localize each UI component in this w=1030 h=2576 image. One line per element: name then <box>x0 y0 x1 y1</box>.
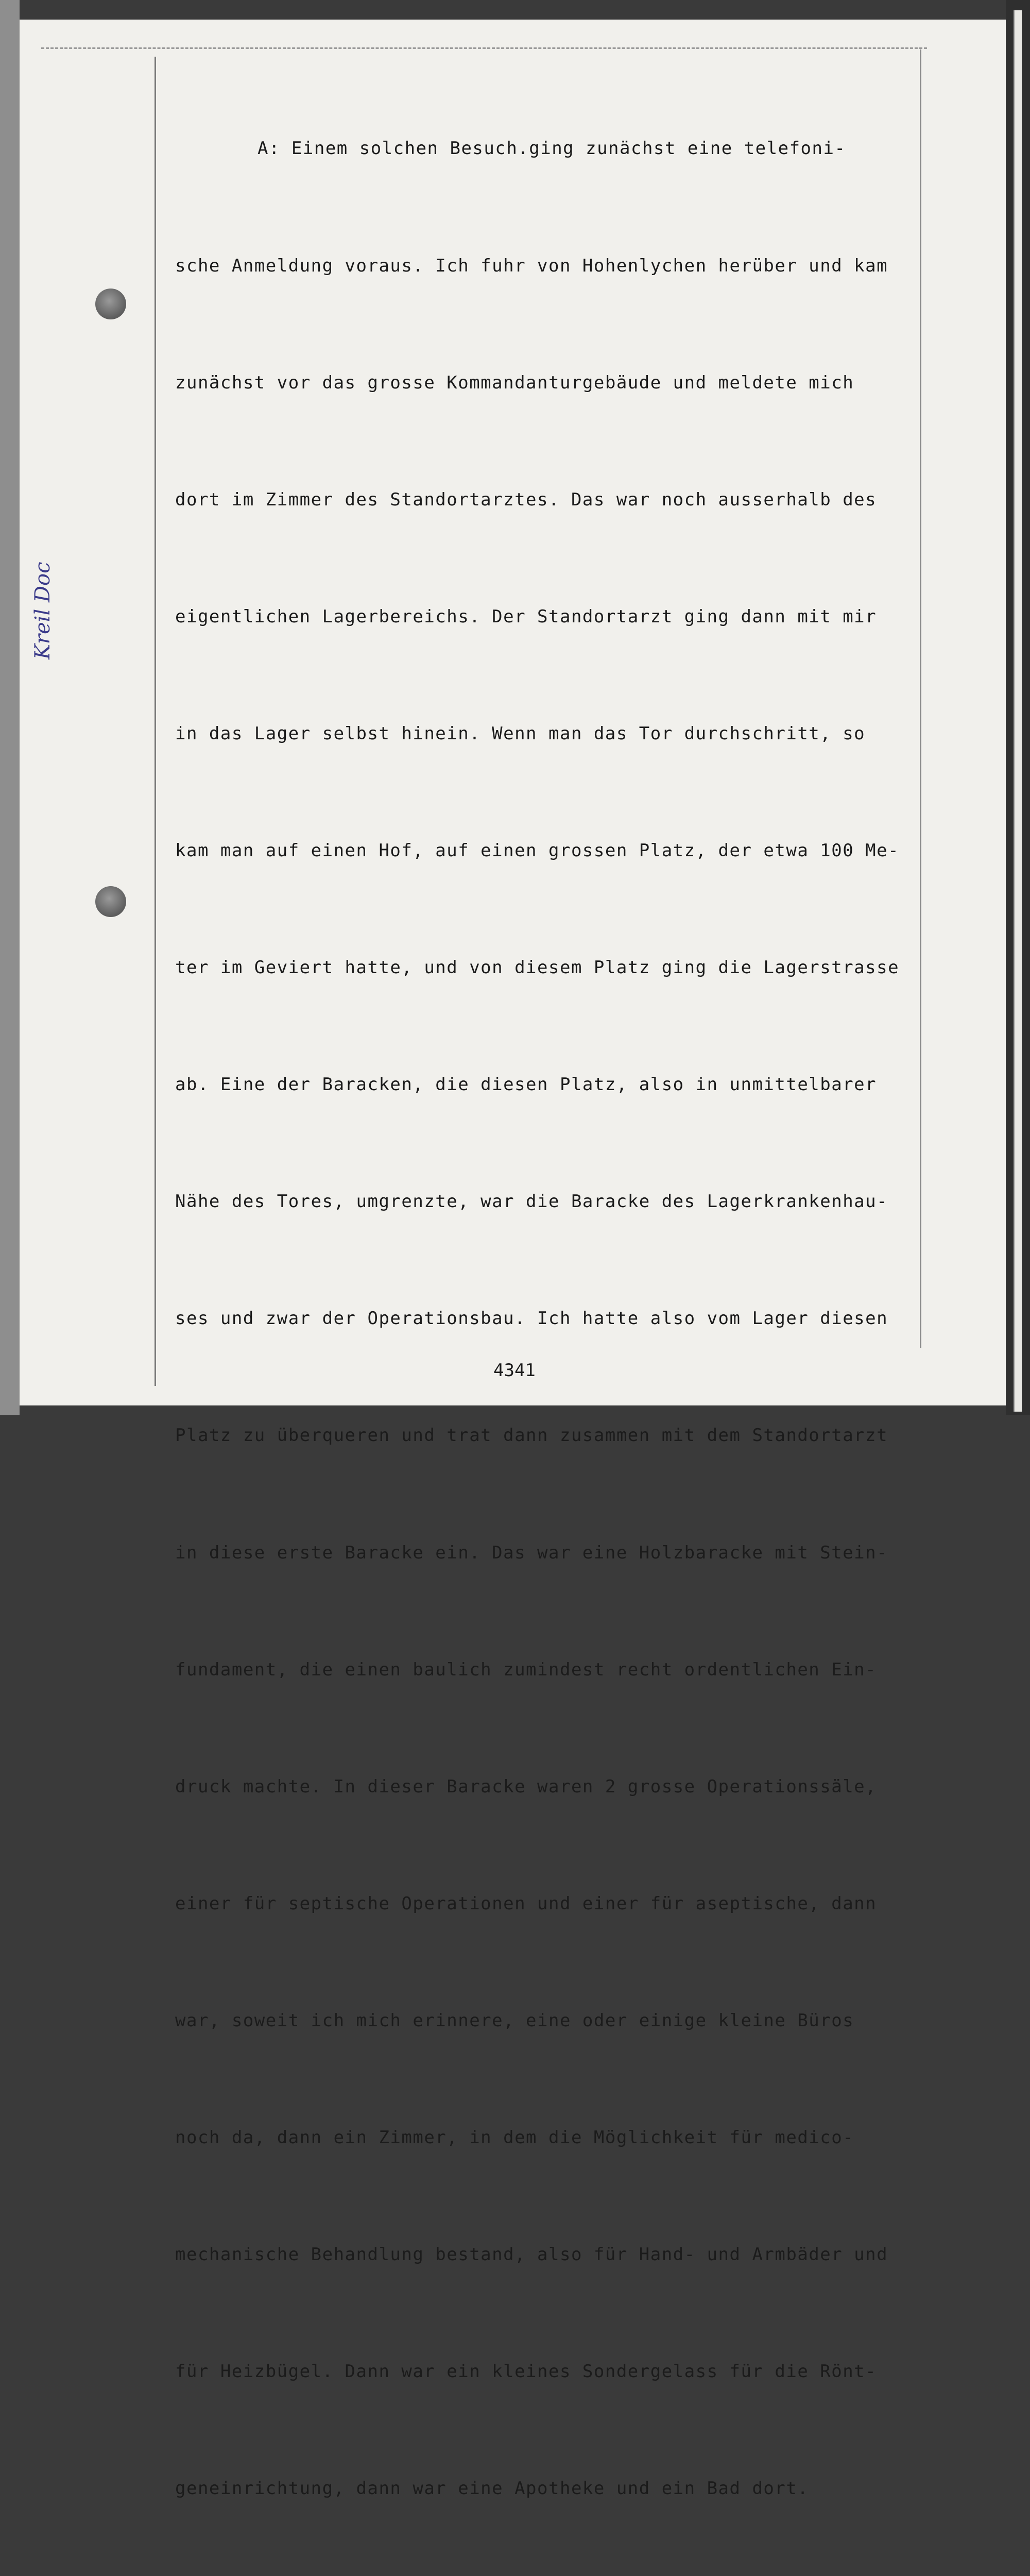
text-line: mechanische Behandlung bestand, also für Hand- und Armbäder und <box>175 2244 888 2265</box>
text-line: zunächst vor das grosse Kommandanturgebäude und meldete mich <box>175 372 854 393</box>
scan-left-edge <box>0 0 20 1415</box>
text-line: Platz zu überqueren und trat dann zusammen mit dem Standortarzt <box>175 1425 888 1446</box>
text-line: geneinrichtung, dann war eine Apotheke und ein Bad dort. <box>175 2478 809 2499</box>
next-page-edge <box>1014 10 1022 1412</box>
text-line: war, soweit ich mich erinnere, eine oder einige kleine Büros <box>175 2010 854 2031</box>
text-line: Nähe des Tores, umgrenzte, war die Baracke des Lagerkrankenhau- <box>175 1191 888 1212</box>
text-line: noch da, dann ein Zimmer, in dem die Möglichkeit für medico- <box>175 2127 854 2148</box>
text-line: kam man auf einen Hof, auf einen grossen Platz, der etwa 100 Me- <box>175 840 900 861</box>
text-line: dort im Zimmer des Standortarztes. Das war noch ausserhalb des <box>175 489 877 510</box>
text-line: in das Lager selbst hinein. Wenn man das Tor durchschritt, so <box>175 723 866 744</box>
text-line: fundament, die einen baulich zumindest recht ordentlichen Ein- <box>175 1659 877 1680</box>
page-frame-top-line <box>41 47 927 49</box>
text-line: druck machte. In dieser Baracke waren 2 grosse Operationssäle, <box>175 1776 877 1797</box>
page-frame-left-line <box>154 57 156 1386</box>
text-line: für Heizbügel. Dann war ein kleines Sondergelass für die Rönt- <box>175 2361 877 2382</box>
punch-hole-top <box>95 289 126 319</box>
page-number: 4341 <box>493 1360 536 1381</box>
typewritten-body <box>175 52 922 2576</box>
text-line: ter im Geviert hatte, und von diesem Platz ging die Lagerstrasse <box>175 957 900 978</box>
text-line: ses und zwar der Operationsbau. Ich hatte also vom Lager diesen <box>175 1308 888 1329</box>
punch-hole-bottom <box>95 886 126 917</box>
text-line: einer für septische Operationen und einer für aseptische, dann <box>175 1893 877 1914</box>
margin-handwritten-note: Kreil Doc <box>31 562 55 659</box>
text-line: ab. Eine der Baracken, die diesen Platz, also in unmittelbarer <box>175 1074 877 1095</box>
text-line: in diese erste Baracke ein. Das war eine Holzbaracke mit Stein- <box>175 1542 888 1563</box>
text-line: A: Einem solchen Besuch.ging zunächst eine telefoni- <box>258 138 846 159</box>
text-line: sche Anmeldung voraus. Ich fuhr von Hohenlychen herüber und kam <box>175 255 888 276</box>
text-line: eigentlichen Lagerbereichs. Der Standortarzt ging dann mit mir <box>175 606 877 627</box>
